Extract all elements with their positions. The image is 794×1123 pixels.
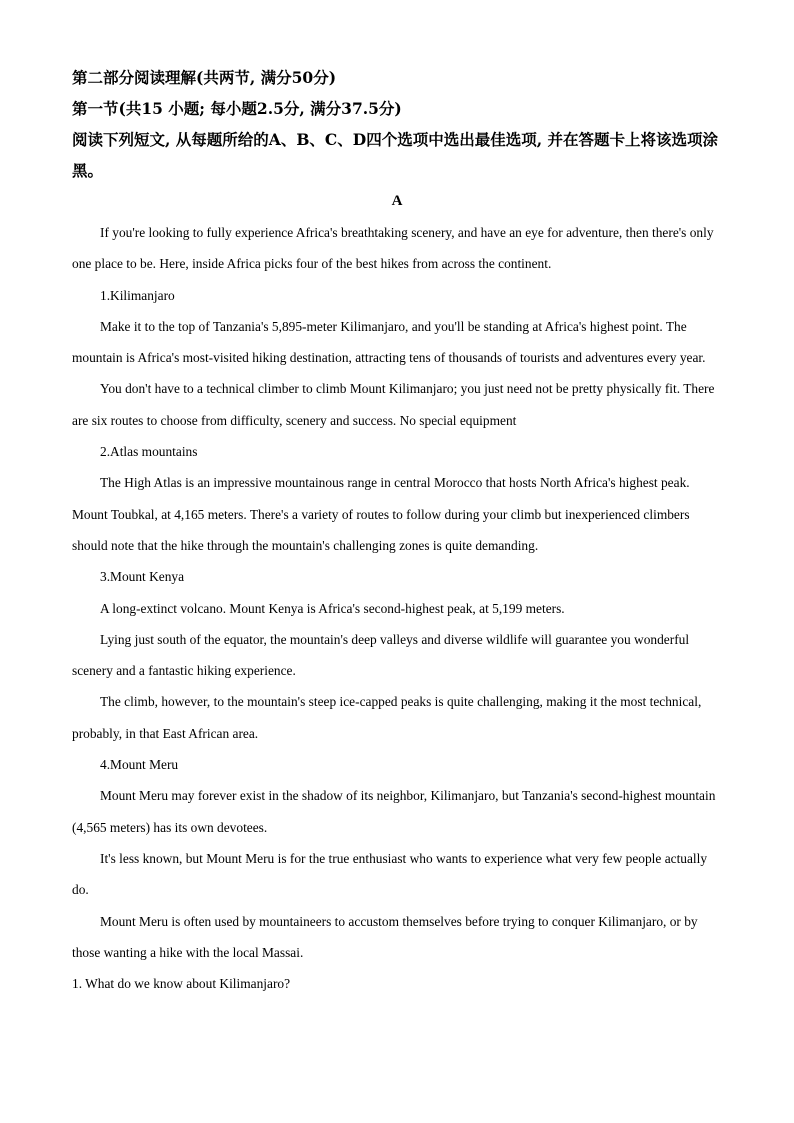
paragraph: Lying just south of the equator, the mountain's deep valleys and diverse wildlife will guarantee you wonderful scenery and a fantastic hiking experience. [72,631,690,679]
subheading-atlas: 2.Atlas mountains [100,444,198,460]
paragraph: You don't have to a technical climber to climb Mount Kilimanjaro; you just need not be pretty physically fit. There are six routes to choose from difficulty, scenery and success. No special equipment [72,381,715,428]
subheading-kilimanjaro: 1.Kilimanjaro [100,287,175,303]
paragraph: Mount Meru may forever exist in the shadow of its neighbor, Kilimanjaro, but Tanzania's second-highest mountain (4,565 meters) has its own devotees. [72,788,716,835]
question-1: 1. What do we know about Kilimanjaro? [72,976,291,992]
part-heading: 第二部分阅读理解(共两节, 满分50分) [72,68,337,87]
paragraph: A long-extinct volcano. Mount Kenya is Africa's second-highest peak, at 5,199 meters. [100,600,565,616]
section-heading: 第一节(共15 小题; 每小题2.5分, 满分37.5分) [72,99,402,118]
subheading-kenya: 3.Mount Kenya [100,569,185,585]
document-page [72,62,722,999]
passage-intro: If you're looking to fully experience Africa's breathtaking scenery, and have an eye for adventure, then there's only one place to be. Here, inside Africa picks four of the best hikes from across the continent. [72,225,714,272]
instructions: 阅读下列短文, 从每题所给的A、B、C、D四个选项中选出最佳选项, 并在答题卡上将该选项涂黑。 [72,130,718,180]
paragraph: Make it to the top of Tanzania's 5,895-meter Kilimanjaro, and you'll be standing at Africa's highest point. The mountain is Africa's most-visited hiking destination, attracting tens of thousands of tourists and adventures every year. [72,318,706,366]
paragraph: It's less known, but Mount Meru is for the true enthusiast who wants to experience what very few people actually do. [72,850,708,898]
paragraph: Mount Meru is often used by mountaineers to accustom themselves before trying to conquer Kilimanjaro, or by those wanting a hike with the local Massai. [72,913,698,960]
passage-label: A [391,193,403,209]
subheading-meru: 4.Mount Meru [100,757,179,773]
paragraph: The climb, however, to the mountain's steep ice-capped peaks is quite challenging, making it the most technical, probably, in that East African area. [72,694,702,741]
paragraph: The High Atlas is an impressive mountainous range in central Morocco that hosts North Africa's highest peak. Mount Toubkal, at 4,165 meters. There's a variety of routes to follow during your climb but inexperienced climbers should note that the hike through the mountain's challenging zones is quite demanding. [72,475,690,553]
